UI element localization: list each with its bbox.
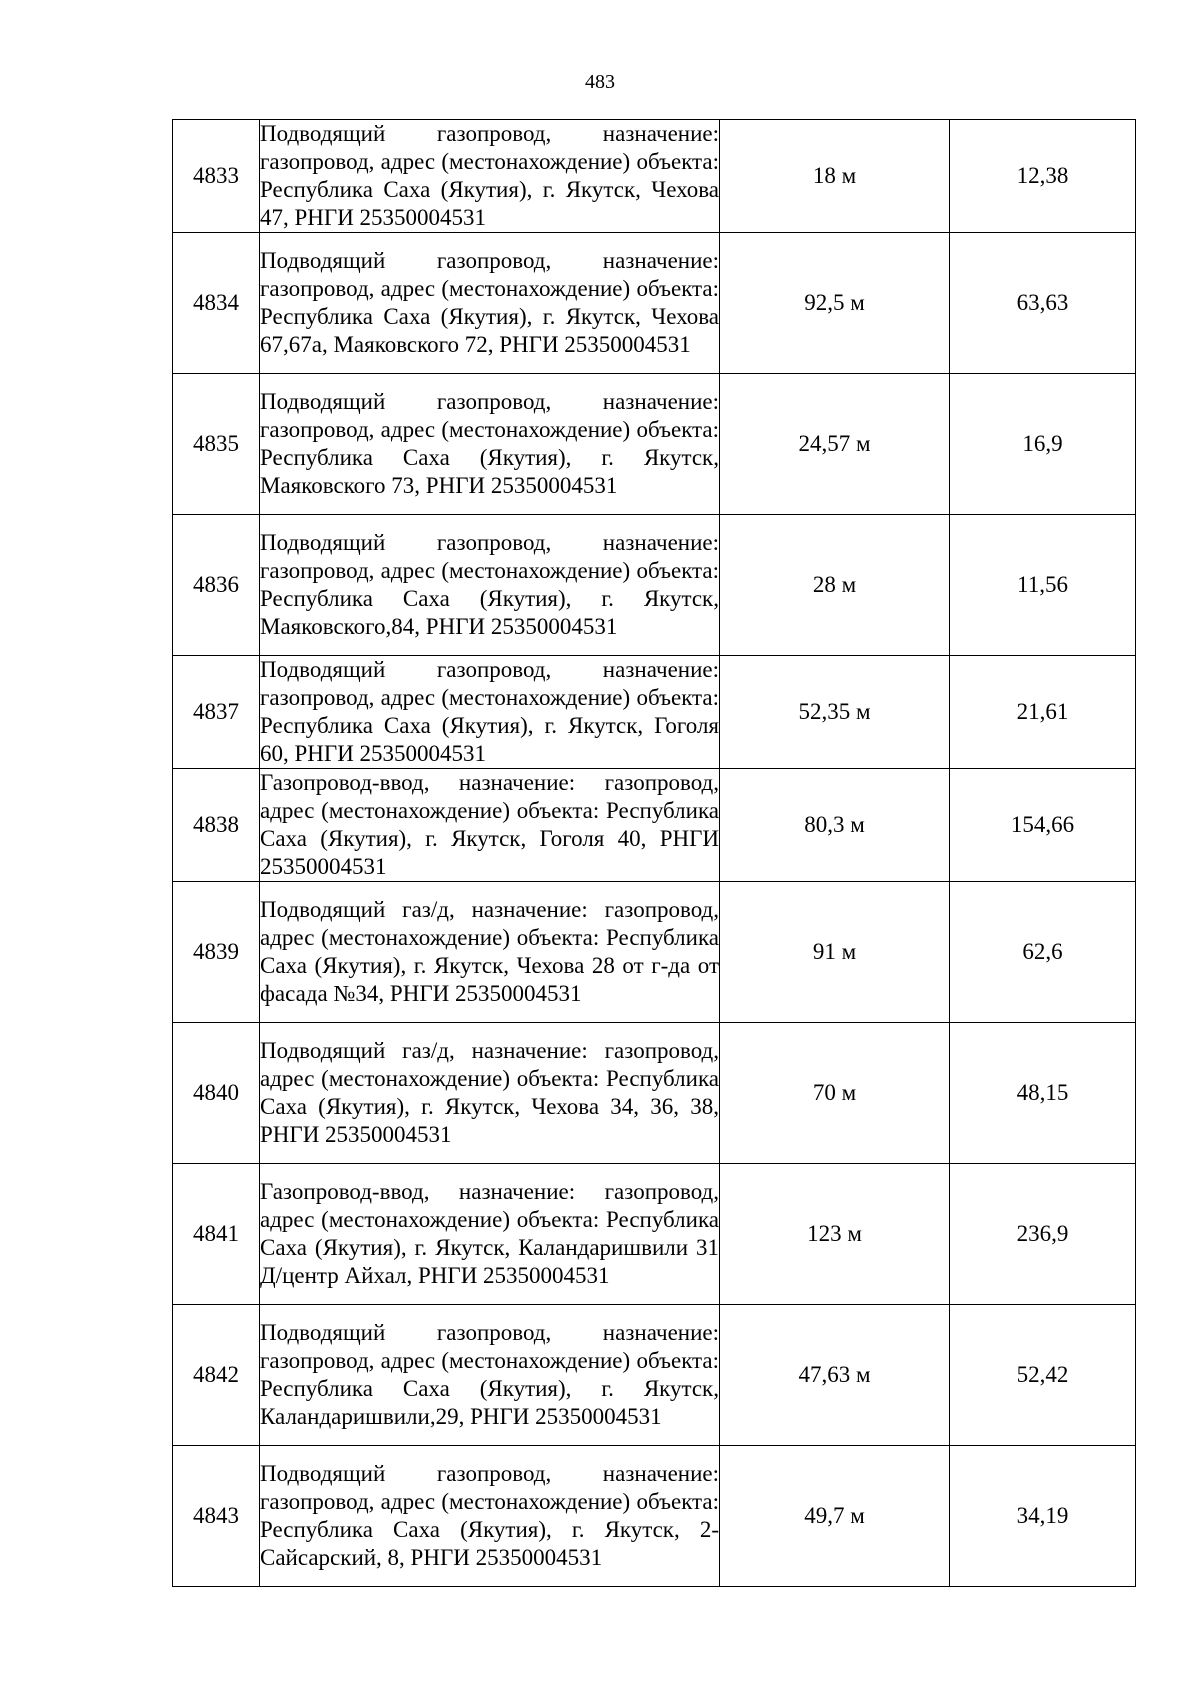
row-number: 4840: [173, 1023, 260, 1164]
object-value: 16,9: [950, 374, 1136, 515]
row-number: 4835: [173, 374, 260, 515]
row-number: 4837: [173, 656, 260, 769]
object-value: 11,56: [950, 515, 1136, 656]
object-value: 34,19: [950, 1446, 1136, 1587]
object-value: 48,15: [950, 1023, 1136, 1164]
object-value: 52,42: [950, 1305, 1136, 1446]
object-length: 123 м: [720, 1164, 950, 1305]
object-description: Подводящий газопровод, назначение: газопровод, адрес (местонахождение) объекта: Республика Саха (Якутия), г. Якутск, Маяковского,84, РНГИ 25350004531: [260, 515, 720, 656]
object-value: 12,38: [950, 120, 1136, 233]
row-number: 4842: [173, 1305, 260, 1446]
object-length: 18 м: [720, 120, 950, 233]
row-number: 4834: [173, 233, 260, 374]
table-row: [173, 1446, 1136, 1587]
object-length: 47,63 м: [720, 1305, 950, 1446]
row-number: 4836: [173, 515, 260, 656]
object-value: 236,9: [950, 1164, 1136, 1305]
object-description: Подводящий газ/д, назначение: газопровод, адрес (местонахождение) объекта: Республика Саха (Якутия), г. Якутск, Чехова 34, 36, 38, РНГИ 25350004531: [260, 1023, 720, 1164]
object-length: 70 м: [720, 1023, 950, 1164]
table-row: [173, 1305, 1136, 1446]
table-row: [173, 233, 1136, 374]
row-number: 4839: [173, 882, 260, 1023]
table-row: [173, 1023, 1136, 1164]
object-value: 154,66: [950, 769, 1136, 882]
table-row: [173, 120, 1136, 233]
table-row: [173, 515, 1136, 656]
object-description: Газопровод-ввод, назначение: газопровод, адрес (местонахождение) объекта: Республика Саха (Якутия), г. Якутск, Каландаришвили 31 Д/центр Айхал, РНГИ 25350004531: [260, 1164, 720, 1305]
table-row: [173, 656, 1136, 769]
object-description: Подводящий газопровод, назначение: газопровод, адрес (местонахождение) объекта: Республика Саха (Якутия), г. Якутск, 2-Сайсарский, 8, РНГИ 25350004531: [260, 1446, 720, 1587]
table-row: [173, 1164, 1136, 1305]
row-number: 4841: [173, 1164, 260, 1305]
table-row: [173, 374, 1136, 515]
table-body: [173, 120, 1136, 1587]
row-number: 4833: [173, 120, 260, 233]
object-description: Подводящий газопровод, назначение: газопровод, адрес (местонахождение) объекта: Республика Саха (Якутия), г. Якутск, Чехова 67,67а, Маяковского 72, РНГИ 25350004531: [260, 233, 720, 374]
object-length: 28 м: [720, 515, 950, 656]
row-number: 4838: [173, 769, 260, 882]
object-value: 63,63: [950, 233, 1136, 374]
object-value: 21,61: [950, 656, 1136, 769]
page-number: 483: [585, 71, 615, 93]
object-description: Подводящий газопровод, назначение: газопровод, адрес (местонахождение) объекта: Республика Саха (Якутия), г. Якутск, Каландаришвили,29, РНГИ 25350004531: [260, 1305, 720, 1446]
row-number: 4843: [173, 1446, 260, 1587]
object-description: Подводящий газ/д, назначение: газопровод, адрес (местонахождение) объекта: Республика Саха (Якутия), г. Якутск, Чехова 28 от г-да от фасада №34, РНГИ 25350004531: [260, 882, 720, 1023]
table-row: [173, 769, 1136, 882]
object-length: 91 м: [720, 882, 950, 1023]
object-length: 92,5 м: [720, 233, 950, 374]
object-description: Подводящий газопровод, назначение: газопровод, адрес (местонахождение) объекта: Республика Саха (Якутия), г. Якутск, Маяковского 73, РНГИ 25350004531: [260, 374, 720, 515]
object-value: 62,6: [950, 882, 1136, 1023]
object-description: Подводящий газопровод, назначение: газопровод, адрес (местонахождение) объекта: Республика Саха (Якутия), г. Якутск, Чехова 47, РНГИ 25350004531: [260, 120, 720, 233]
object-description: Подводящий газопровод, назначение: газопровод, адрес (местонахождение) объекта: Республика Саха (Якутия), г. Якутск, Гоголя 60, РНГИ 25350004531: [260, 656, 720, 769]
table-row: [173, 882, 1136, 1023]
object-length: 80,3 м: [720, 769, 950, 882]
object-length: 52,35 м: [720, 656, 950, 769]
object-length: 24,57 м: [720, 374, 950, 515]
object-description: Газопровод-ввод, назначение: газопровод, адрес (местонахождение) объекта: Республика Саха (Якутия), г. Якутск, Гоголя 40, РНГИ 25350004531: [260, 769, 720, 882]
property-registry-table: [172, 119, 1136, 1587]
object-length: 49,7 м: [720, 1446, 950, 1587]
